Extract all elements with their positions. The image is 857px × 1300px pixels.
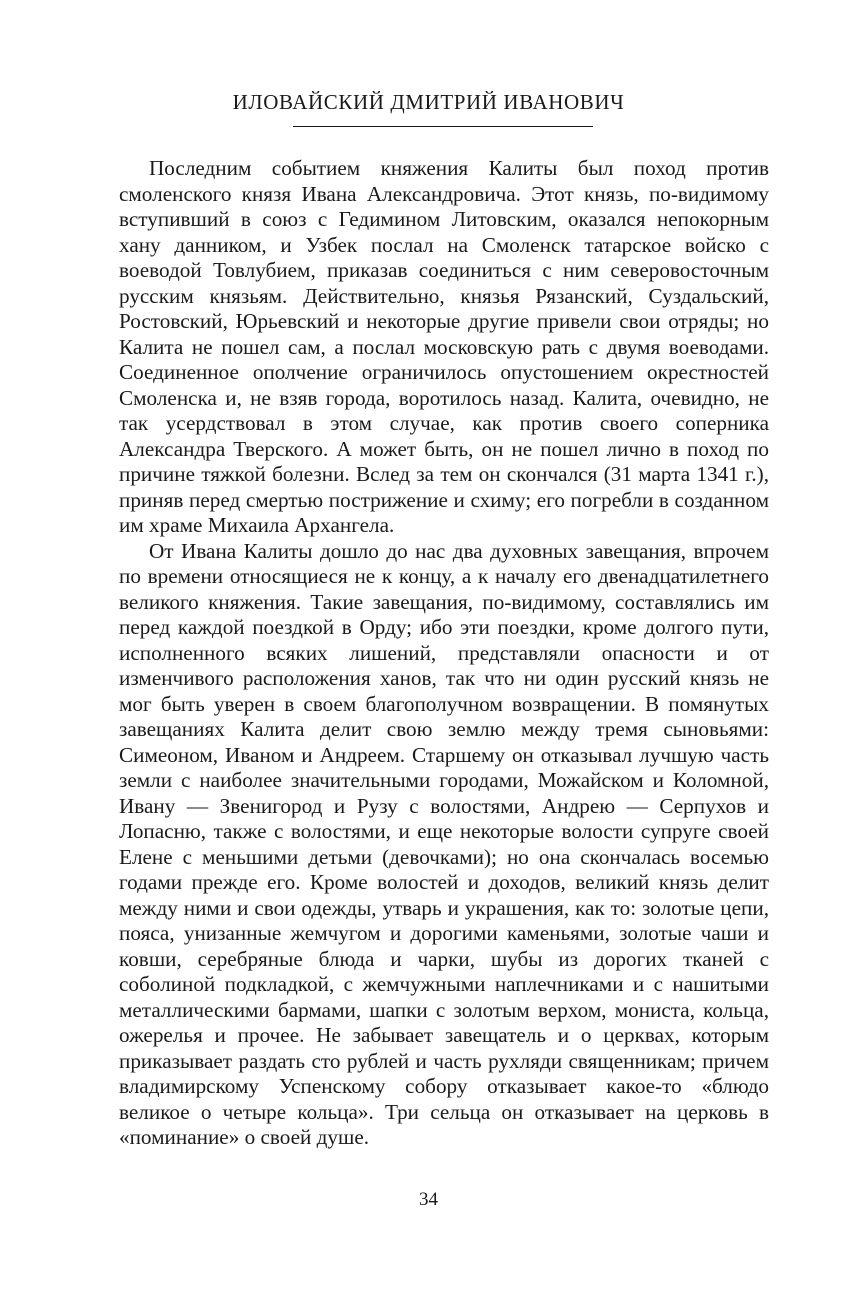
body-text xyxy=(119,156,769,1151)
running-head: ИЛОВАЙСКИЙ ДМИТРИЙ ИВАНОВИЧ xyxy=(232,90,625,114)
paragraph-1: Последним событием княжения Калиты был поход против смоленского князя Ивана Александровича. Этот князь, по-видимому вступивший в союз с Гедимином Литовским, оказался непокорным хану данником, и Узбек послал на Смоленск татарское войско с воеводой Товлубием, приказав соединиться с ним северовосточным русским князьям. Действительно, князья Рязанский, Суздальский, Ростовский, Юрьевский и некоторые другие привели свои отряды; но Калита не пошел сам, а послал московскую рать с двумя воеводами. Соединенное ополчение ограничилось опустошением окрестностей Смоленска и, не взяв города, воротилось назад. Калита, очевидно, не так усердствовал в этом случае, как против своего соперника Александра Тверского. А может быть, он не пошел лично в поход по причине тяжкой болезни. Вслед за тем он скончался (31 марта 1341 г.), приняв перед смертью пострижение и схиму; его погребли в созданном им храме Михаила Архангела. xyxy=(119,156,769,537)
page-number: 34 xyxy=(419,1189,438,1210)
paragraph-2: От Ивана Калиты дошло до нас два духовных завещания, впрочем по времени относящиеся не к концу, а к началу его двенадцатилетнего великого княжения. Такие завещания, по-видимому, составлялись им перед каждой поездкой в Орду; ибо эти поездки, кроме долгого пути, исполненного всяких лишений, представляли опасности и от изменчивого расположения ханов, так что ни один русский князь не мог быть уверен в своем благополучном возвращении. В помянутых завещаниях Калита делит свою землю между тремя сыновьями: Симеоном, Иваном и Андреем. Старшему он отказывал лучшую часть земли с наиболее значительными городами, Можайском и Коломной, Ивану — Звенигород и Рузу с волостями, Андрею — Серпухов и Лопасню, также с волостями, и еще некоторые волости супруге своей Елене с меньшими детьми (девочками); но она скончалась восемью годами прежде его. Кроме волостей и доходов, великий князь делит между ними и свои одежды, утварь и украшения, как то: золотые цепи, пояса, унизанные жемчугом и дорогими каменьями, золотые чаши и ковши, серебряные блюда и чарки, шубы из дорогих тканей с соболиной подкладкой, с жемчужными наплечниками и с нашитыми металлическими бармами, шапки с золотым верхом, мониста, кольца, ожерелья и прочее. Не забывает завещатель и о церквах, которым приказывает раздать сто рублей и часть рухляди священникам; причем владимирскому Успенскому собору отказывает какое-то «блюдо великое о четыре кольца». Три сельца он отказывает на церковь в «поминание» о своей душе. xyxy=(119,538,769,1149)
header-rule xyxy=(293,126,593,127)
